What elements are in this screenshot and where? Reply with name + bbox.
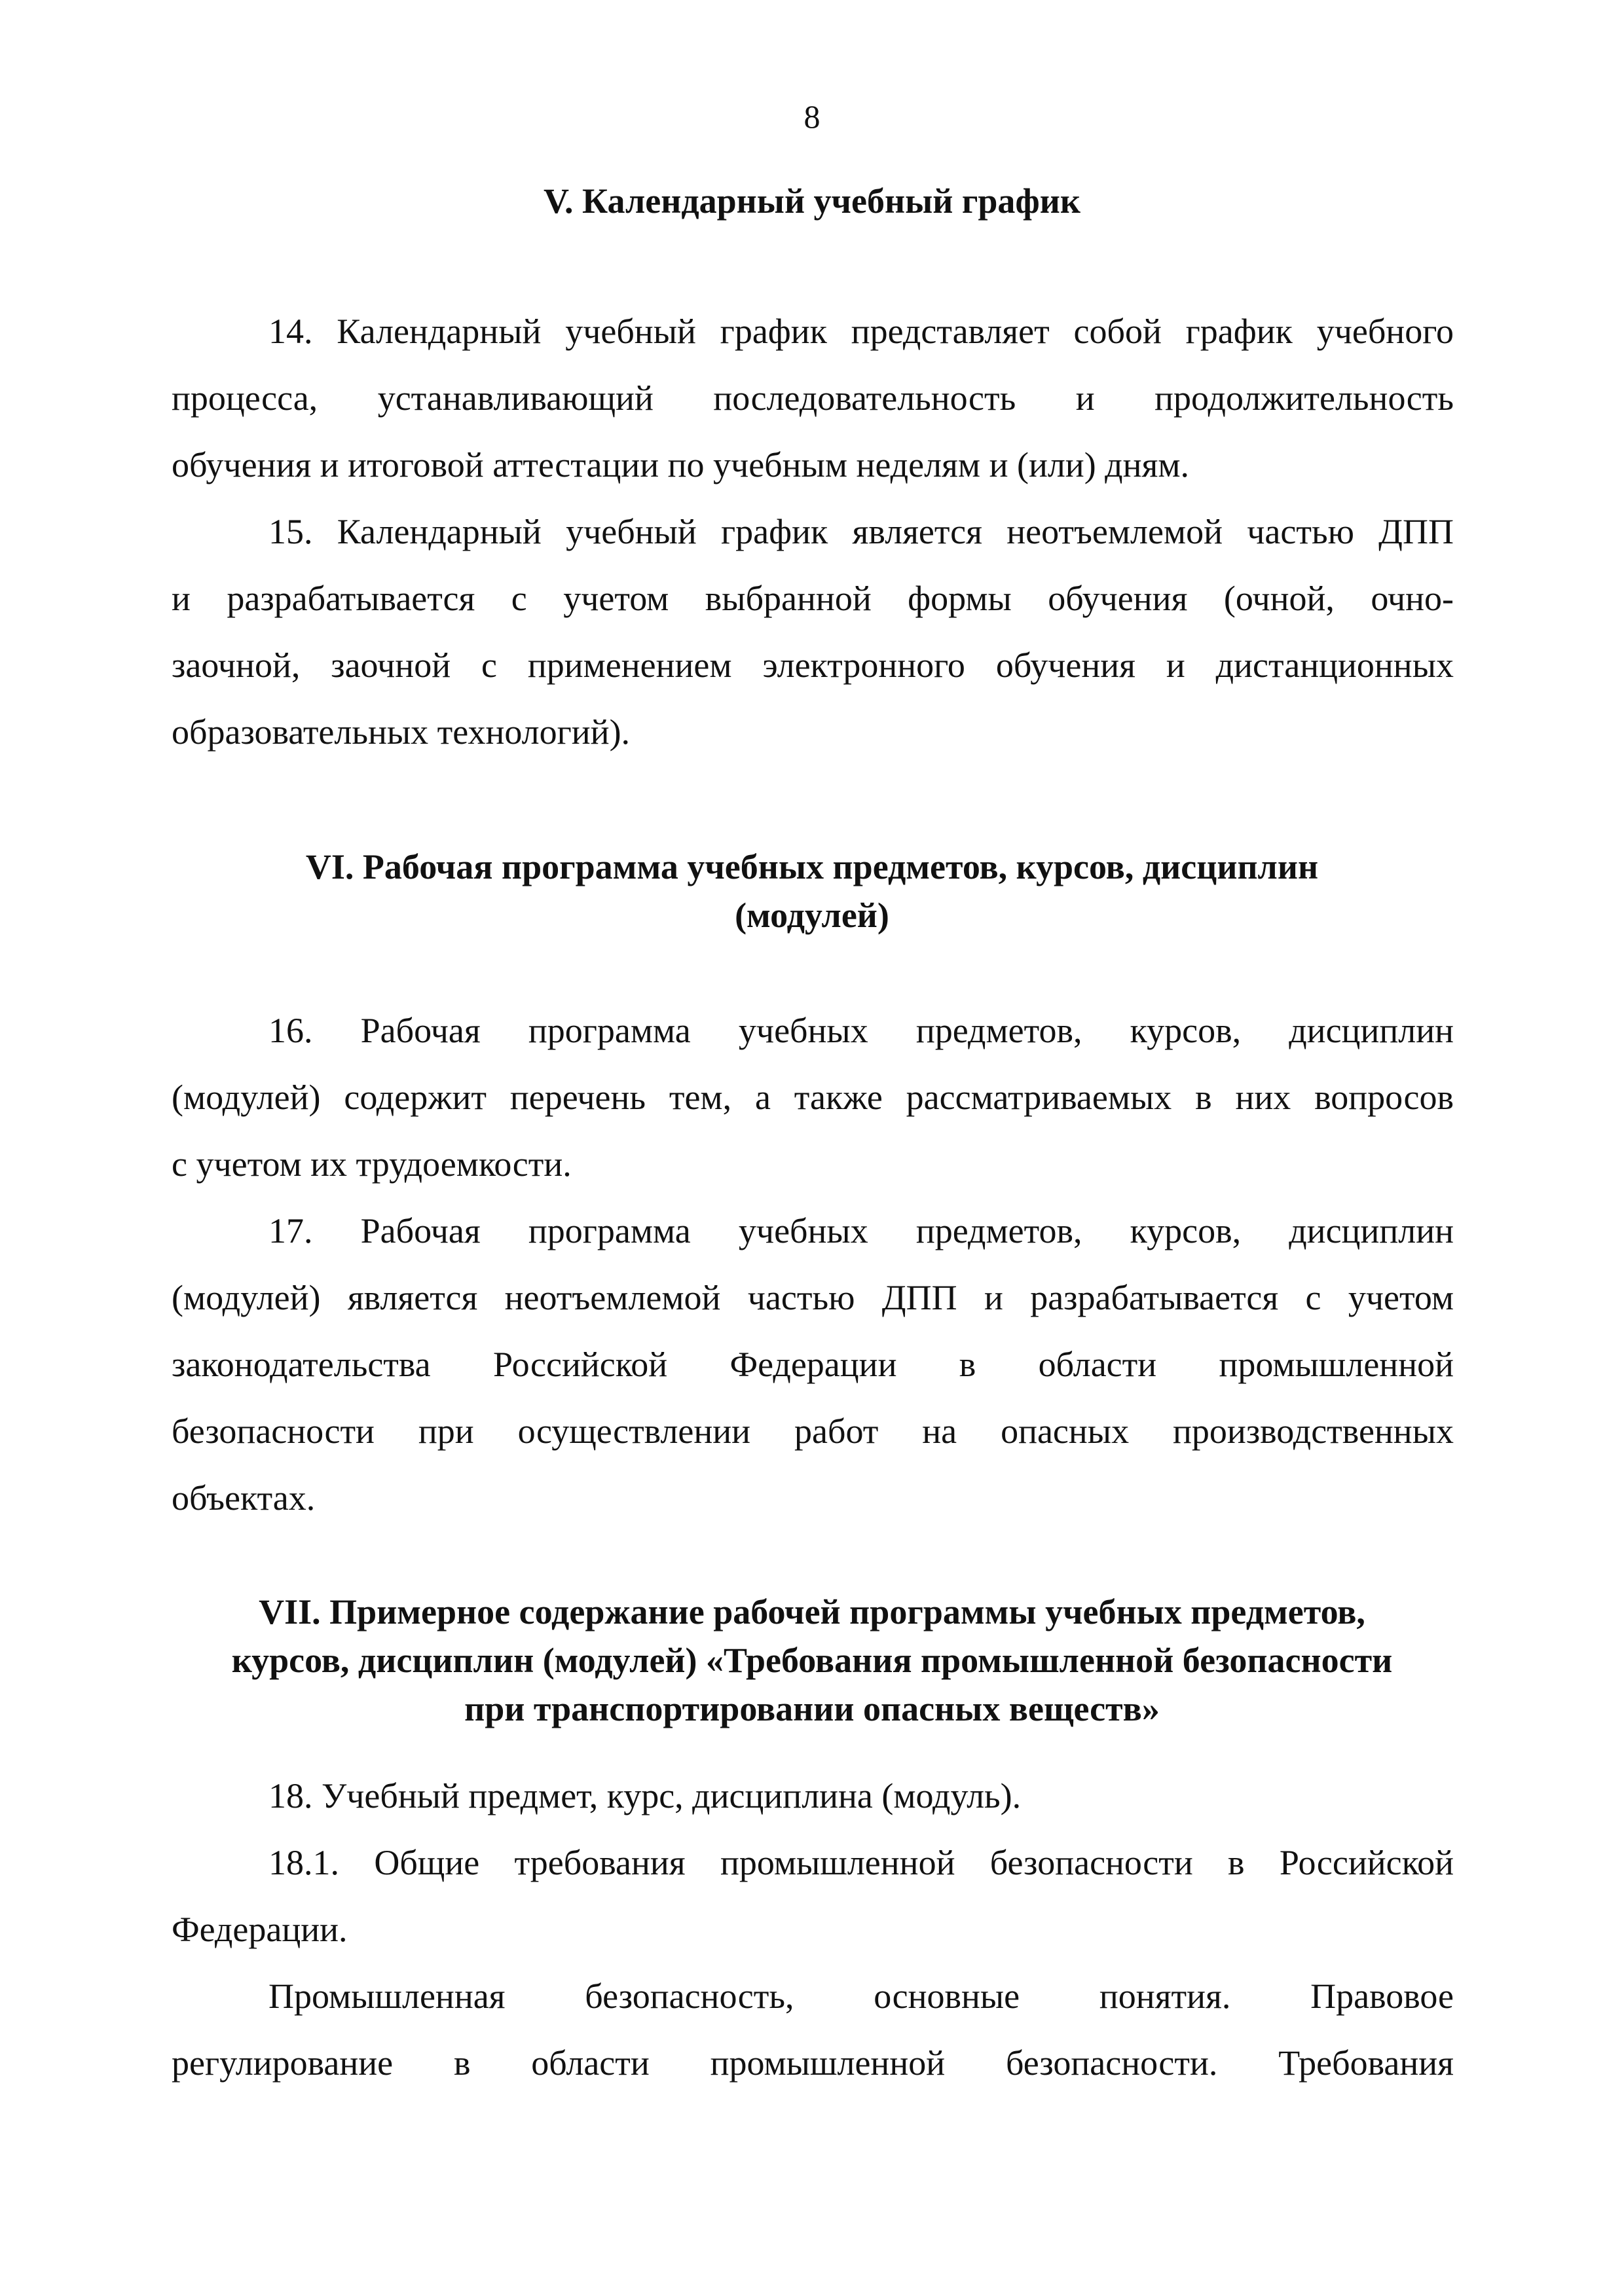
paragraph-17-line: безопасности при осуществлении работ на опасных производственных [172, 1412, 1454, 1451]
paragraph-17 [172, 1197, 1454, 1531]
paragraph-14 [172, 298, 1454, 498]
paragraph-14-line: обучения и итоговой аттестации по учебным неделям и (или) дням. [172, 445, 1190, 484]
paragraph-16 [172, 997, 1454, 1197]
paragraph-14-line: 14. Календарный учебный график представляет собой график учебного [268, 312, 1454, 351]
paragraph-15 [172, 498, 1454, 765]
paragraph-15-line: 15. Календарный учебный график является неотъемлемой частью ДПП [268, 512, 1454, 551]
paragraph-15-line: образовательных технологий). [172, 712, 631, 752]
paragraph-18 [172, 1762, 1454, 1829]
section-7-heading [170, 1588, 1454, 1733]
paragraph-15-line: и разрабатывается с учетом выбранной формы обучения (очной, очно- [172, 579, 1454, 618]
section-7-heading-line: курсов, дисциплин (модулей) «Требования промышленной безопасности [231, 1641, 1393, 1680]
section-6-heading-line: (модулей) [735, 896, 889, 935]
page-number: 8 [803, 98, 821, 135]
section-7-heading-line: при транспортировании опасных веществ» [464, 1689, 1160, 1728]
paragraph-industrial-safety-line: Промышленная безопасность, основные понятия. Правовое [268, 1977, 1454, 2016]
section-7-heading-line: VII. Примерное содержание рабочей программы учебных предметов, [259, 1592, 1365, 1631]
paragraph-17-line: объектах. [172, 1478, 316, 1518]
paragraph-18-1-line: 18.1. Общие требования промышленной безопасности в Российской [268, 1843, 1454, 1882]
paragraph-15-line: заочной, заочной с применением электронного обучения и дистанционных [172, 646, 1454, 685]
paragraph-16-line: (модулей) содержит перечень тем, а также рассматриваемых в них вопросов [172, 1078, 1454, 1117]
paragraph-17-line: законодательства Российской Федерации в области промышленной [172, 1345, 1454, 1384]
paragraph-18-1-line: Федерации. [172, 1910, 348, 1949]
paragraph-industrial-safety-line: регулирование в области промышленной безопасности. Требования [172, 2043, 1454, 2083]
paragraph-16-line: с учетом их трудоемкости. [172, 1144, 572, 1184]
section-5-heading-line: V. Календарный учебный график [543, 181, 1081, 221]
paragraph-14-line: процесса, устанавливающий последовательность и продолжительность [172, 378, 1454, 418]
paragraph-16-line: 16. Рабочая программа учебных предметов, курсов, дисциплин [268, 1011, 1454, 1050]
section-6-heading [170, 843, 1454, 939]
paragraph-17-line: (модулей) является неотъемлемой частью ДПП и разрабатывается с учетом [172, 1278, 1454, 1317]
paragraph-18-1 [172, 1829, 1454, 1963]
section-6-heading-line: VI. Рабочая программа учебных предметов, курсов, дисциплин [305, 847, 1319, 886]
paragraph-17-line: 17. Рабочая программа учебных предметов, курсов, дисциплин [268, 1211, 1454, 1250]
section-5-heading [170, 177, 1454, 225]
paragraph-18-line: 18. Учебный предмет, курс, дисциплина (модуль). [268, 1776, 1022, 1815]
paragraph-industrial-safety [172, 1963, 1454, 2096]
